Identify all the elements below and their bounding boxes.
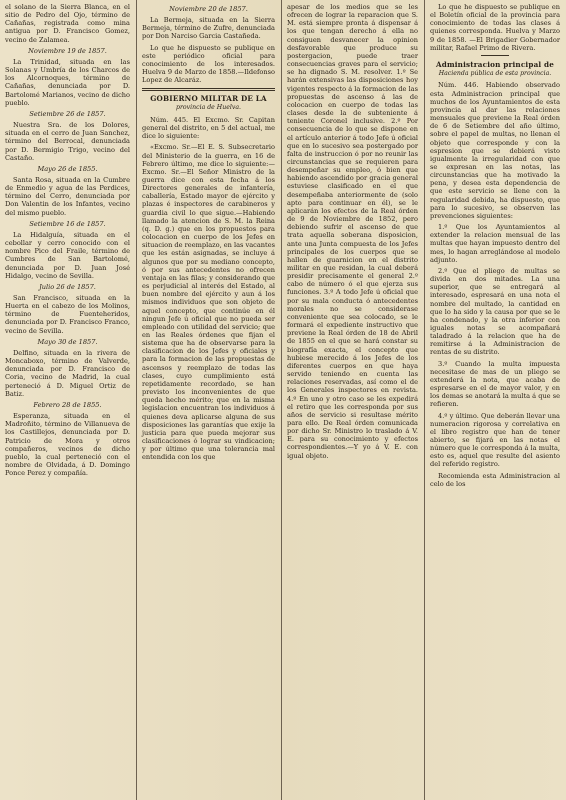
divider bbox=[481, 55, 509, 56]
paragraph: La Trinidad, situada en las Solanas y Umbría de los Charcos de los Alcornoques, término de Cañañas, denunciada por D. Bartolomé Marianos, vecino de dicho pueblo. bbox=[5, 57, 130, 107]
column-3 bbox=[282, 0, 425, 800]
dateline: Febrero 28 de 1855. bbox=[33, 400, 102, 409]
paragraph: apesar de los medios que se les ofrecen de lograr la reparacion que S. M. está siempre pronta á dispensar á los que tengan derecho á ella no consiguen desvanecer la opinion desfavorable que produce su postergacion, puede traer consecuencias graves para el servicio; se ha dignado S. M. resolver. 1.º Se harán extensivas las disposiciones hoy vigentes respecto á la formacion de las propuestas de ascenso á las de colocacion en cuerpo de todas las clases desde la de subteniente á teniente Coronel inclusive. 2.º Por consecuencia de lo que se dispone en el artículo anterior á todo Jefe ú oficial que en lo sucesivo sea postergado por falta de instruccion ó por no reunir las circunstancias que se requieren para desempeñar su empleo, ó bien que habiendo ascendido por gracia general estuviese clasificado en el que desempeñaba anteriormente de (solo apto para continuar en él), se le aplicarán los efectos de la Real órden de 9 de Noviembre de 1852, pero debiendo sufrir el ascenso de que trata aquella soberana disposicion, ante una Junta compuesta de los Jefes principales de los cuerpos que se hallen de guarnicion en el distrito militar en que residan, la cual deberá presidir precisamente el general 2.º cabo de número ó el que ejerza sus funciones. 3.º A todo Jefe ú oficial que por su mala conducta ó antecedentes morales no se considerase conveniente que sea colocado, se le formará el expediente instructivo que previene la Real órden de 18 de Abril de 1855 en el que se hará constar su biografía exacta, el concepto que hubiese merecido á los Jefes de los diferentes cuerpos en que haya servido teniendo en cuenta las relaciones reservadas, así como el de los Generales inspectores en revista. 4.º En uno y otro caso se les expedirá el retiro que les corresponda por sus años de servicio si resultase mérito para ello. De Real órden comunicada por dicho Sr. Ministro lo traslado á V. E. para su conocimiento y efectos correspondientes.—Y yo á V. E. con igual objeto. bbox=[287, 3, 418, 460]
paragraph: La Bermeja, situada en la Sierra Bermeja, término de Zufre, denunciada por Don Narciso Garcia Castañeda. bbox=[142, 16, 275, 41]
paragraph: Lo que he dispuesto se publique en este periódico oficial para conocimiento de los interesados. Huelva 9 de Marzo de 1858.—Ildefonso Lopez de Alcaráz. bbox=[142, 43, 275, 85]
section-heading: GOBIERNO MILITAR DE LA bbox=[150, 94, 267, 104]
dateline: Mayo 30 de 1857. bbox=[37, 337, 98, 346]
section-subheading: provincia de Huelva. bbox=[176, 104, 241, 112]
paragraph: Santa Rosa, situada en la Cumbre de Enmedio y agua de las Perdices, término del Cerro, denunciada por Don Valentin de los Infantes, vecino del mismo pueblo. bbox=[5, 175, 130, 217]
paragraph: Delfino, situada en la rivera de Moncaboxo, término de Valverde, denunciada por D. Francisco de Coria, vecino de Madrid, la cual perteneció á D. Miguel Ortiz de Batiz. bbox=[5, 348, 130, 398]
paragraph: San Francisco, situada en la Huerta en el cabezo de los Molinos, término de Fuenteheridos, denunciada por D. Francisco Franco, vecino de Sevilla. bbox=[5, 294, 130, 335]
paragraph: 4.º y último. Que deberán llevar una numeracion rigorosa y correlativa en el libro registro que han de tener abierto, se fijará en las notas el número que le corresponda á la multa, esto es, aquel que resulte del asiento del referido registro. bbox=[430, 411, 560, 469]
column-1 bbox=[0, 0, 137, 800]
paragraph: Lo que he dispuesto se publique en el Boletín oficial de la provincia para conocimiento de todas las clases á quienes corresponda. Huelva y Marzo 9 de 1858. —El Brigadier Gobernador militar, Rafael Primo de Rivera. bbox=[430, 3, 560, 52]
paragraph: el solano de la Sierra Blanca, en el sitio de Pedro del Ojo, término de Cañañas, registrada como mina antigua por D. Francisco Gomez, vecino de Zalamea. bbox=[5, 3, 130, 44]
paragraph: 1.º Que los Ayuntamientos al extender la relacion mensual de las multas que hayan impuesto dentro del mes, lo hagan arreglándose al modelo adjunto. bbox=[430, 223, 560, 264]
dateline: Noviembre 19 de 1857. bbox=[28, 46, 107, 55]
paragraph: Núm. 445. El Excmo. Sr. Capitan general del distrito, en 5 del actual, me dice lo siguiente: bbox=[142, 115, 275, 141]
dateline: Mayo 26 de 1855. bbox=[37, 164, 98, 173]
paragraph: Nuestra Sra. de los Dolores, situada en el cerro de Juan Sanchez, término del Berrocal, denunciada por D. Bermigio Trigo, vecino del Castaño. bbox=[5, 121, 130, 162]
section-heading: Administracion principal de bbox=[435, 59, 555, 69]
dateline: Noviembre 20 de 1857. bbox=[169, 5, 248, 13]
dateline: Julio 26 de 1857. bbox=[39, 282, 96, 291]
paragraph: 3.º Cuando la multa impuesta necesitase de mas de un pliego se extenderá la nota, que acaba de espresarse en el de mayor valor, y en los demas se anotará la multa á que se refieren. bbox=[430, 359, 560, 409]
paragraph: La Hidalguía, situada en el cebollar y cerro conocido con el nombre Pico del Fraile, término de Cumbres de San Bartolomé, denunciada por D. Juan José Hidalgo, vecino de Sevilla. bbox=[5, 230, 130, 280]
paragraph: «Excmo. Sr.—El E. S. Subsecretario del Ministerio de la guerra, en 16 de Febrero último, me dice lo siguiente:—Excmo. Sr.—El Señor Ministro de la guerra dice con esta fecha á los Directores generales de infantería, caballería, Estado mayor de ejército y plazas é inspectores de carabineros y guardia civil lo que sigue.—Habiendo llamado la atencion de S. M. la Reina (q. D. g.) que en los propuestos para colocacion en cuerpo de los Jefes en situacion de reemplazo, en las vacantes que les están asignadas, se incluye á algunos que por su mediano concepto, ó por sus antecedentes no ofrecen ventaja en las filas; y considerando que es perjudicial al interés del Estado, al buen nombre del ejército y aun á los mismos individuos que son objeto de aquel concepto, que continúe en él ningun Jefe ú oficial que no pueda ser empleado con utilidad del servicio; que en las Reales órdenes que fijan el sistema que ha de observarse para la clasificacion de los Jefes y oficiales y para la formacion de las propuestas de ascensos y reemplazo de todas las clases, cuyo cumplimiento está repetidamente recordado, se han previsto los inconvenientes de que queda hecho mérito; que en la misma legislacion encuentran los individuos á quienes deva aplicarse alguna de sus disposiciones las garantías que exije la justicia para que pueda mejorar sus clasificaciones ó lograr su vindicacion; y por último que una tolerancia mal entendida con los que bbox=[142, 143, 275, 462]
column-2 bbox=[137, 0, 282, 800]
paragraph: Núm. 446. Habiendo observado esta Administracion principal que muchos de los Ayuntamientos de esta provincia al dar las relaciones mensuales que previene la Real órden de 6 de Setiembre del año último, sobre el papel de multas, no llenan el objeto que corresponde y con la espresion que se debierá visto igualmente la irregularidad con que se expresan en las notas, las circunstancias que ha motivado la pena, y desea esta dependencia de que este servicio se llene con la regularidad debida, ha dispuesto, que para lo sucesivo, se observen las prevenciones siguientes: bbox=[430, 81, 560, 220]
dateline: Setiembre 16 de 1857. bbox=[29, 219, 106, 228]
section-divider bbox=[142, 88, 275, 91]
paragraph: Esperanza, situada en el Madroñito, término de Villanueva de los Castillejos, denunciada por D. Patricio de Mora y otros compañeros, vecinos de dicho pueblo, la cual perteneció con el nombre de Olvidada, á D. Domingo Ponce Perez y compañía. bbox=[5, 412, 130, 478]
section-subheading: Hacienda pública de esta provincia. bbox=[438, 69, 552, 77]
paragraph: 2.º Que el pliego de multas se divida en dos mitades. La una superior, que se entregará al interesado, espresará en una nota el nombre del multado, la cantidad en que lo ha sido y la causa por que se le ha condenado, y la otra inferior con iguales notas se acompañará taladrado á la relacion que ha de remitirse á la Administracion de rentas de su distrito. bbox=[430, 266, 560, 357]
column-4 bbox=[425, 0, 566, 800]
dateline: Setiembre 26 de 1857. bbox=[29, 109, 106, 118]
paragraph: Recomienda esta Administracion al celo de los bbox=[430, 471, 560, 488]
